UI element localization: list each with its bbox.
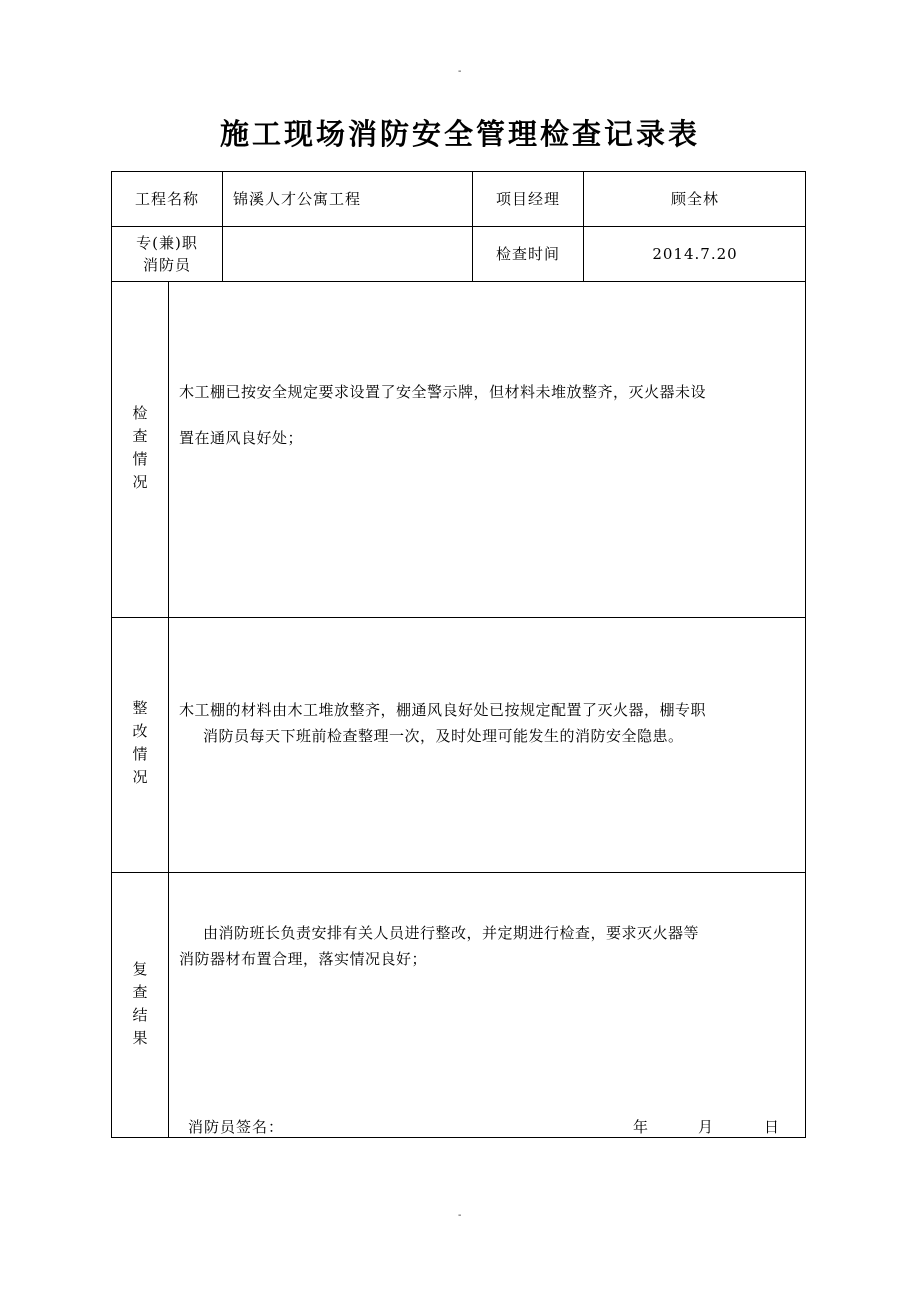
project-manager-label: 项目经理 — [495, 190, 560, 208]
label-char: 结 — [132, 1006, 148, 1024]
label-char: 整 — [132, 699, 148, 717]
page-mark-bottom: - — [458, 1210, 462, 1221]
fire-officer-label-line2: 消防员 — [142, 256, 191, 274]
inspection-text-line1: 木工棚已按安全规定要求设置了安全警示牌，但材料未堆放整齐，灭火器未设 — [179, 383, 707, 401]
signature-label: 消防员签名： — [188, 1118, 285, 1136]
project-name-label: 工程名称 — [134, 190, 199, 208]
rectification-text-line1: 木工棚的材料由木工堆放整齐，棚通风良好处已按规定配置了灭火器，棚专职 — [179, 701, 707, 719]
inspection-record-table — [111, 171, 806, 1138]
inspection-text — [179, 369, 803, 461]
rectification-text — [179, 697, 803, 749]
inspection-label — [112, 402, 168, 494]
label-char: 复 — [132, 960, 148, 978]
fire-officer-value — [223, 227, 472, 281]
label-char: 检 — [132, 404, 148, 422]
page-mark-top: - — [458, 66, 462, 77]
label-char: 况 — [132, 768, 148, 786]
label-char: 查 — [132, 427, 148, 445]
label-char: 情 — [132, 450, 148, 468]
inspection-text-line2: 置在通风良好处； — [179, 429, 304, 447]
rectification-text-line2: 消防员每天下班前检查整理一次，及时处理可能发生的消防安全隐患。 — [203, 727, 684, 745]
check-time-label: 检查时间 — [495, 245, 560, 263]
fire-officer-label-line1: 专(兼)职 — [136, 234, 198, 252]
project-name-value: 锦溪人才公寓工程 — [233, 190, 362, 208]
fire-officer-label — [112, 227, 222, 281]
label-char: 改 — [132, 722, 148, 740]
rectification-label — [112, 697, 168, 789]
label-char: 查 — [132, 983, 148, 1001]
label-char: 情 — [132, 745, 148, 763]
review-text-line2: 消防器材布置合理，落实情况良好； — [179, 950, 428, 968]
row-divider — [111, 281, 806, 282]
review-text-line1: 由消防班长负责安排有关人员进行整改，并定期进行检查，要求灭火器等 — [203, 924, 700, 942]
page-title: 施工现场消防安全管理检查记录表 — [219, 117, 700, 151]
column-divider — [168, 281, 169, 1138]
date-month-label: 月 — [698, 1118, 715, 1136]
review-text — [179, 920, 803, 972]
date-day-label: 日 — [764, 1118, 781, 1136]
date-year-label: 年 — [633, 1118, 650, 1136]
row-divider — [111, 872, 806, 873]
label-char: 况 — [132, 473, 148, 491]
check-time-value: 2014.7.20 — [652, 245, 738, 263]
review-label — [112, 958, 168, 1050]
project-manager-value: 顾全林 — [670, 190, 719, 208]
label-char: 果 — [132, 1029, 148, 1047]
row-divider — [111, 617, 806, 618]
